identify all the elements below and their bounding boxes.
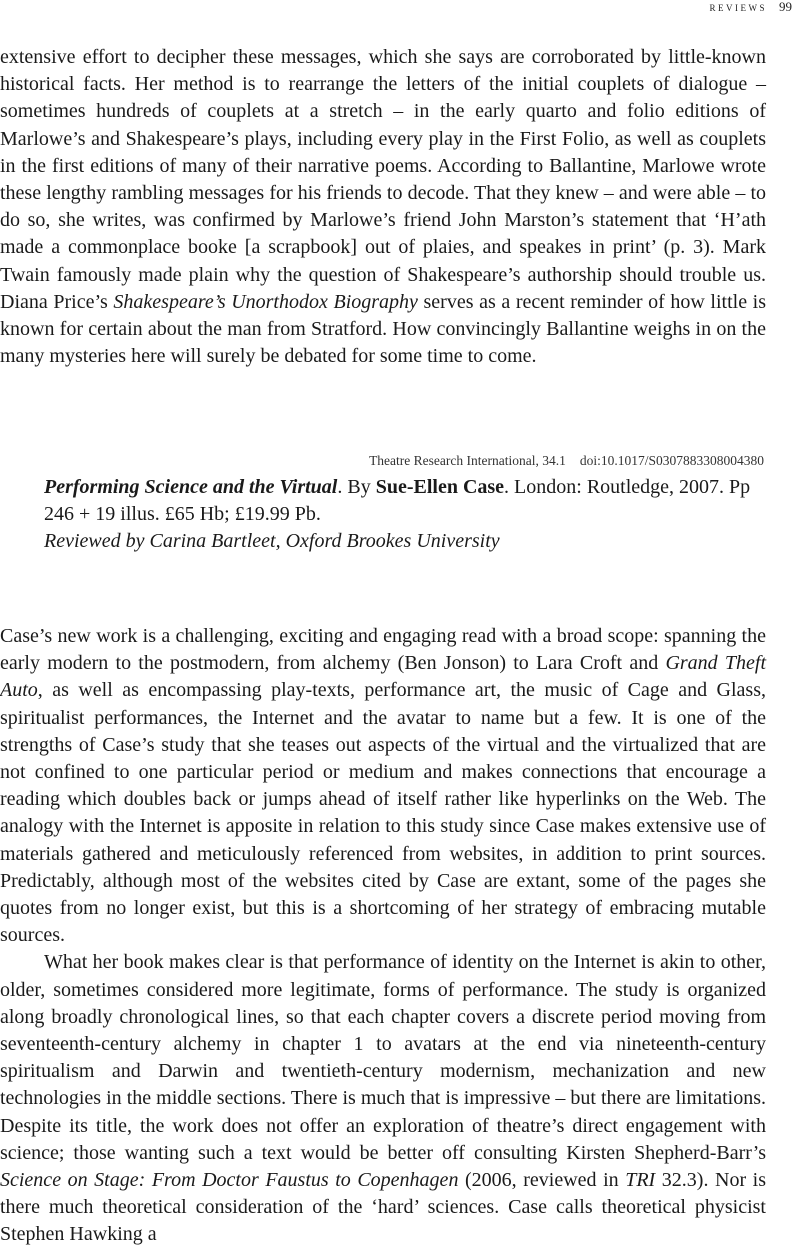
journal-reference: TRI <box>625 1169 656 1192</box>
review-body <box>0 623 766 1249</box>
text-run: What her book makes clear is that performance of identity on the Internet is akin to other, older, sometimes considered more legitimate, forms of performance. The study is organized along broadly chronological lines, so that each chapter covers a discrete period moving from seventeenth-century alchemy in chapter 1 to avatars at the end via nineteenth-century spiritualism and Darwin and twentieth-century modernism, mechanization and new technologies in the middle sections. There is much that is impressive – but there are limitations. Despite its title, the work does not offer an exploration of theatre’s direct engagement with science; those wanting such a text would be better off consulting Kirsten Shepherd-Barr’s <box>0 951 766 1164</box>
book-author: Sue-Ellen Case <box>375 476 505 498</box>
running-head <box>710 0 793 14</box>
by-label: . By <box>337 476 376 498</box>
reviewer-line: Reviewed by Carina Bartleet, Oxford Brookes University <box>44 530 500 553</box>
review-paragraph-2 <box>0 949 766 1248</box>
title-reference: Grand Theft Auto <box>0 652 767 702</box>
previous-review-text <box>0 44 766 370</box>
doi: doi:10.1017/S0307883308004380 <box>579 453 764 468</box>
text-run: Case’s new work is a challenging, exciting and engaging read with a broad scope: spanning the early modern to the postmodern, from alchemy (Ben Jonson) to Lara Croft and <box>0 625 766 675</box>
book-heading <box>44 474 766 556</box>
text-run: , as well as encompassing play-texts, performance art, the music of Cage and Glass, spiritualist performances, the Internet and the avatar to name but a few. It is one of the strengths of Case’s study that she teases out aspects of the virtual and the virtualized that are not confined to one particular period or medium and makes connections that encourage a reading which doubles back or jumps ahead of itself rather like hyperlinks on the Web. The analogy with the Internet is apposite in relation to this study since Case makes extensive use of materials gathered and meticulously referenced from websites, in addition to print sources. Predictably, although most of the websites cited by Case are extant, some of the pages she quotes from no longer exist, but this is a shortcoming of her strategy of embracing mutable sources. <box>0 679 766 947</box>
book-title-reference: Shakespeare’s Unorthodox Biography <box>113 290 418 313</box>
text-run: 32.3). Nor is there much theoretical consideration of the ‘hard’ sciences. Case calls theoretical physicist Stephen Hawking a <box>0 1169 767 1246</box>
journal-citation: Theatre Research International, 34.1 <box>369 453 566 468</box>
title-reference: Science on Stage: From Doctor Faustus to Copenhagen <box>0 1169 459 1192</box>
text-run: (2006, reviewed in <box>458 1169 626 1192</box>
review-paragraph-1 <box>0 623 766 949</box>
citation-line <box>369 453 764 469</box>
text-run: extensive effort to decipher these messages, which she says are corroborated by little-known historical facts. Her method is to rearrange the letters of the initial couplets of dialogue – sometimes hundreds of couplets at a stretch – in the early quarto and folio editions of Marlowe’s and Shakespeare’s plays, including every play in the First Folio, as well as couplets in the first editions of many of their narrative poems. According to Ballantine, Marlowe wrote these lengthy rambling messages for his friends to decode. That they knew – and were able – to do so, she writes, was confirmed by Marlowe’s friend John Marston’s statement that ‘H’ath made a commonplace booke [a scrapbook] out of plaies, and speakes in print’ (p. 3). Mark Twain famously made plain why the question of Shakespeare’s authorship should trouble us. Diana Price’s <box>0 46 766 313</box>
page-number: 99 <box>779 0 792 14</box>
publication-details: . London: Routledge, 2007. Pp 246 + 19 illus. £65 Hb; £19.99 Pb. <box>44 476 751 526</box>
running-head-section: reviews <box>709 0 767 14</box>
book-title: Performing Science and the Virtual <box>44 476 338 498</box>
previous-review-paragraph <box>0 44 766 370</box>
text-run: serves as a recent reminder of how little is known for certain about the man from Stratford. How convincingly Ballantine weighs in on the many mysteries here will surely be debated for some time to come. <box>0 290 767 368</box>
